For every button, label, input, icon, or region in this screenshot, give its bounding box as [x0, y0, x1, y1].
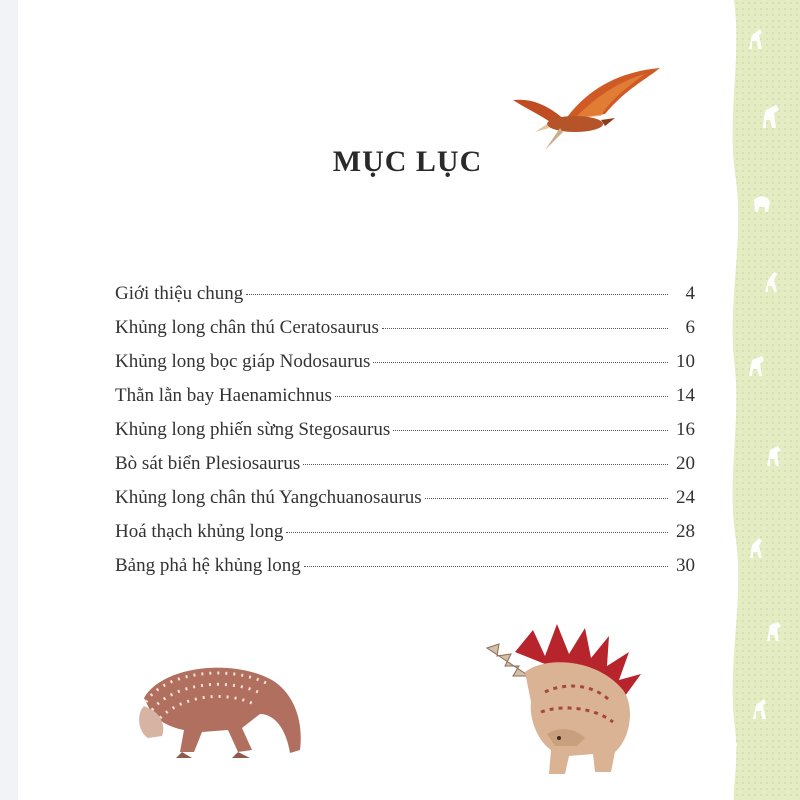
toc-page-number: 16 — [676, 419, 695, 440]
toc-entry-title: Khủng long chân thú Yangchuanosaurus — [115, 487, 422, 508]
toc-row[interactable] — [115, 351, 695, 385]
toc-entry-title: Khủng long bọc giáp Nodosaurus — [115, 351, 371, 372]
stegosaurus-illustration — [485, 622, 660, 780]
toc-dot-leader — [286, 532, 668, 533]
toc-page-number: 4 — [685, 283, 695, 304]
toc-page-number: 6 — [685, 317, 695, 338]
toc-dot-leader — [303, 464, 668, 465]
table-of-contents — [115, 283, 695, 589]
toc-row[interactable] — [115, 521, 695, 555]
toc-row[interactable] — [115, 555, 695, 589]
toc-page-number: 28 — [676, 521, 695, 542]
toc-page-number: 30 — [676, 555, 695, 576]
pterosaur-illustration — [505, 62, 670, 157]
toc-entry-title: Khủng long phiến sừng Stegosaurus — [115, 419, 391, 440]
toc-row[interactable] — [115, 283, 695, 317]
toc-entry-title: Khủng long chân thú Ceratosaurus — [115, 317, 379, 338]
toc-page-number: 14 — [676, 385, 695, 406]
toc-entry-title: Bò sát biển Plesiosaurus — [115, 453, 301, 474]
toc-dot-leader — [393, 430, 668, 431]
toc-dot-leader — [335, 396, 668, 397]
toc-dot-leader — [373, 362, 668, 363]
toc-page-number: 24 — [676, 487, 695, 508]
toc-dot-leader — [425, 498, 668, 499]
toc-row[interactable] — [115, 385, 695, 419]
toc-row[interactable] — [115, 419, 695, 453]
toc-page-number: 10 — [676, 351, 695, 372]
page-title: MỤC LỤC — [332, 145, 483, 178]
toc-entry-title: Thằn lằn bay Haenamichnus — [115, 385, 332, 406]
toc-entry-title: Bảng phả hệ khủng long — [115, 555, 301, 576]
toc-row[interactable] — [115, 317, 695, 351]
nodosaur-illustration — [132, 658, 312, 763]
toc-entry-title: Giới thiệu chung — [115, 283, 244, 304]
toc-dot-leader — [382, 328, 668, 329]
toc-row[interactable] — [115, 487, 695, 521]
toc-dot-leader — [246, 294, 668, 295]
toc-page-number: 20 — [676, 453, 695, 474]
toc-entry-title: Hoá thạch khủng long — [115, 521, 284, 542]
toc-dot-leader — [304, 566, 668, 567]
side-decoration-strip — [722, 0, 800, 800]
toc-row[interactable] — [115, 453, 695, 487]
